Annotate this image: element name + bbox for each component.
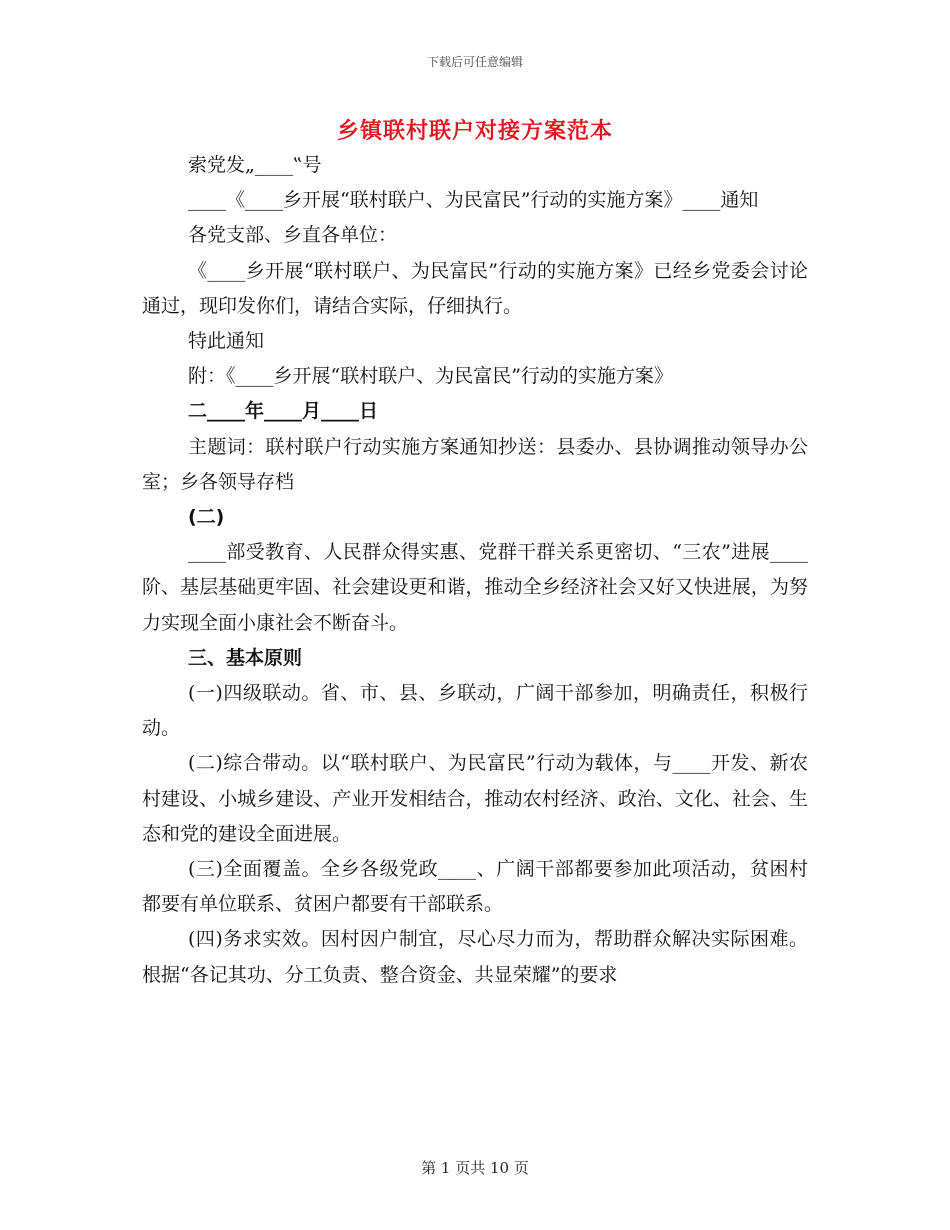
- paragraph-principle-2: (二)综合带动。以“联村联户、为民富民”行动为载体，与____开发、新农村建设、小城乡建设、产业开发相结合，推动农村经济、政治、文化、社会、生态和党的建设全面进展。: [142, 752, 808, 845]
- paragraph-principle-4: (四)务求实效。因村因户制宜，尽心尽力而为，帮助群众解决实际困难。根据“各记其功、分工负责、整合资金、共显荣耀”的要求: [142, 928, 808, 986]
- paragraph-attachment: 附：《____乡开展“联村联户、为民富民”行动的实施方案》: [188, 365, 673, 388]
- section-heading-2: (二): [188, 506, 225, 529]
- paragraph-notice-body: 《____乡开展“联村联户、为民富民”行动的实施方案》已经乡党委会讨论通过，现印发你们，请结合实际，仔细执行。: [142, 259, 808, 317]
- paragraph-notice-title: ____《____乡开展“联村联户、为民富民”行动的实施方案》____通知: [188, 189, 759, 212]
- page-footer: 第 1 页共 10 页: [421, 1159, 529, 1177]
- header-note: 下载后可任意编辑: [426, 55, 523, 69]
- paragraph-keywords: 主题词：联村联户行动实施方案通知抄送：县委办、县协调推动领导办公室；乡各领导存档: [142, 435, 808, 493]
- paragraph-date: 二____年____月____日: [188, 400, 379, 423]
- paragraph-special-notice: 特此通知: [188, 330, 265, 353]
- section-heading-principles: 三、基本原则: [188, 646, 303, 669]
- paragraph-recipients: 各党支部、乡直各单位：: [188, 224, 398, 247]
- paragraph-principle-1: (一)四级联动。省、市、县、乡联动，广阔干部参加，明确责任，积极行动。: [142, 682, 808, 740]
- paragraph-goals: ____部受教育、人民群众得实惠、党群干群关系更密切、“三农”进展____阶、基层基础更牢固、社会建设更和谐，推动全乡经济社会又好又快进展，为努力实现全面小康社会不断奋斗。: [142, 541, 808, 634]
- paragraph-principle-3: (三)全面覆盖。全乡各级党政____、广阔干部都要参加此项活动，贫困村都要有单位联系、贫困户都要有干部联系。: [142, 858, 808, 916]
- paragraph-doc-number: 索党发„____‟号: [188, 154, 322, 176]
- document-title: 乡镇联村联户对接方案范本: [336, 119, 613, 144]
- document-body: [142, 148, 808, 993]
